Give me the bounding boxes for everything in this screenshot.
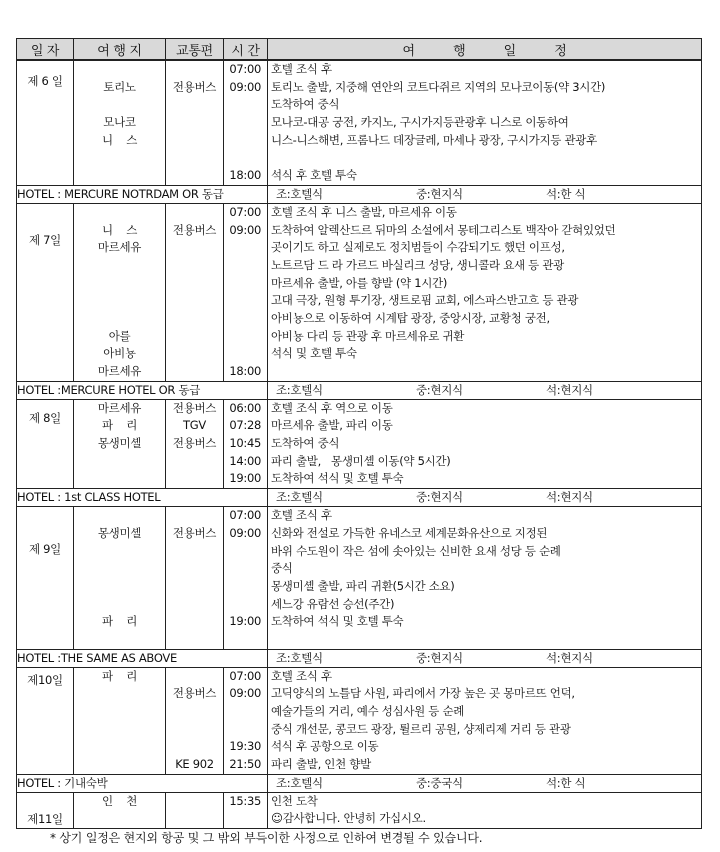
place-line xyxy=(74,167,165,185)
transport-line xyxy=(166,167,223,185)
time-cell xyxy=(224,203,268,381)
time-line xyxy=(224,543,267,561)
schedule-line: 호텔 조식 후 xyxy=(271,668,332,683)
transport-line xyxy=(166,738,223,756)
time-line xyxy=(224,596,267,614)
place-line xyxy=(74,810,165,828)
hotel-name: HOTEL : 기내숙박 xyxy=(17,774,268,792)
header-schedule: 여 행 일 정 xyxy=(268,39,702,61)
meal-lunch: 중:중국식 xyxy=(416,775,463,790)
day-cell xyxy=(17,507,74,650)
schedule-line: 호텔 조식 후 xyxy=(271,62,332,76)
meal-lunch: 중:현지식 xyxy=(416,650,463,665)
time-line: 15:35 xyxy=(229,793,261,808)
time-line: 14:00 xyxy=(229,453,261,468)
time-line: 18:00 xyxy=(229,364,261,378)
schedule-line: 도착하여 석식 및 호텔 투숙 xyxy=(271,614,404,629)
transport-line xyxy=(166,239,223,257)
place-line xyxy=(74,738,165,756)
transport-cell xyxy=(166,667,224,774)
schedule-line: 중식 개선문, 콩코드 광장, 튈르리 공원, 샹제리제 거리 등 관광 xyxy=(271,721,571,736)
schedule-line: 파리 출발, 인천 향발 xyxy=(271,757,371,772)
place-cell xyxy=(74,792,166,828)
transport-line xyxy=(166,132,223,150)
transport-cell xyxy=(166,792,224,828)
schedule-line xyxy=(268,363,701,381)
transport-line: 전용버스 xyxy=(172,79,217,94)
meal-dinner: 석:현지식 xyxy=(546,490,593,505)
schedule-line: 바위 수도원이 작은 섬에 솟아있는 신비한 요새 성당 등 순례 xyxy=(271,543,561,558)
meal-breakfast: 조:호텔식 xyxy=(276,490,323,505)
transport-line xyxy=(166,560,223,578)
place-line xyxy=(74,257,165,275)
place-line: 아비뇽 xyxy=(103,346,136,361)
meals-cell xyxy=(268,185,702,203)
place-line: 니 스 xyxy=(101,222,138,237)
time-line: 07:00 xyxy=(229,668,261,683)
time-line xyxy=(224,721,267,739)
time-line: 10:45 xyxy=(229,436,261,451)
place-line xyxy=(74,149,165,167)
time-line: 07:00 xyxy=(229,62,261,76)
meal-lunch: 중:현지식 xyxy=(416,490,463,505)
transport-line xyxy=(166,596,223,614)
meals-cell xyxy=(268,489,702,507)
schedule-line: 인천 도착 xyxy=(271,793,318,808)
schedule-line: 예술가들의 거리, 예수 성심사원 등 순례 xyxy=(271,704,465,718)
transport-cell xyxy=(166,399,224,488)
meals-cell xyxy=(268,649,702,667)
place-line xyxy=(74,685,165,703)
schedule-cell xyxy=(268,60,702,185)
place-line xyxy=(74,631,165,649)
place-line xyxy=(74,578,165,596)
transport-line xyxy=(166,328,223,346)
time-cell xyxy=(224,507,268,650)
header-destination: 여 행 지 xyxy=(74,39,166,61)
day-row xyxy=(17,60,702,185)
place-cell xyxy=(74,60,166,185)
transport-line: 전용버스 xyxy=(172,222,217,237)
place-line xyxy=(74,543,165,561)
footnote: * 상기 일정은 현지외 항공 및 그 밖외 부득이한 사정으로 인하여 변경될 수 있습니다. xyxy=(50,831,483,845)
transport-line: 전용버스 xyxy=(172,400,217,415)
time-line: 09:00 xyxy=(229,686,261,701)
time-line: 06:00 xyxy=(229,400,261,415)
time-line: 07:00 xyxy=(229,508,261,523)
day-row xyxy=(17,399,702,488)
schedule-line: 도착하여 석식 및 호텔 투숙 xyxy=(271,471,404,486)
time-line xyxy=(224,114,267,132)
place-line xyxy=(74,703,165,721)
meal-dinner: 석:현지식 xyxy=(546,382,593,397)
header-date: 일 자 xyxy=(17,39,74,61)
day-cell xyxy=(17,792,74,828)
schedule-line: 노트르담 드 라 가르드 바실리크 성당, 생니콜라 요새 등 관광 xyxy=(271,257,564,272)
schedule-line: 중식 xyxy=(271,561,293,576)
place-line: 파 리 xyxy=(101,418,138,433)
place-line xyxy=(74,721,165,739)
time-cell xyxy=(224,399,268,488)
day-label: 제10일 xyxy=(27,672,63,687)
place-line xyxy=(74,470,165,488)
transport-line xyxy=(166,363,223,381)
day-label: 제 7일 xyxy=(29,232,61,247)
meal-dinner: 석:한 식 xyxy=(546,186,586,201)
place-line: 마르세유 xyxy=(97,364,142,378)
place-line xyxy=(74,756,165,774)
header-row xyxy=(17,39,702,61)
time-line xyxy=(224,310,267,328)
transport-line xyxy=(166,61,223,79)
schedule-line: 석식 후 공항으로 이동 xyxy=(271,739,379,754)
transport-cell xyxy=(166,60,224,185)
time-line xyxy=(224,239,267,257)
place-line: 마르세유 xyxy=(97,240,142,255)
transport-line xyxy=(166,721,223,739)
place-line: 마르세유 xyxy=(97,400,142,415)
meal-lunch: 중:현지식 xyxy=(416,186,463,201)
transport-line xyxy=(166,668,223,686)
place-line: 니 스 xyxy=(101,132,138,147)
schedule-line: 마르세유 출발, 파리 이동 xyxy=(271,418,393,433)
meal-breakfast: 조:호텔식 xyxy=(276,775,323,790)
schedule-cell xyxy=(268,507,702,650)
hotel-name: HOTEL : MERCURE NOTRDAM OR 동급 xyxy=(17,185,268,203)
time-cell xyxy=(224,667,268,774)
day-label: 제 6 일 xyxy=(27,74,63,88)
header-time: 시 간 xyxy=(224,39,268,61)
hotel-row xyxy=(17,489,702,507)
time-line: 09:00 xyxy=(229,222,261,237)
meal-breakfast: 조:호텔식 xyxy=(276,382,323,397)
transport-line xyxy=(166,310,223,328)
transport-line xyxy=(166,613,223,631)
hotel-row xyxy=(17,774,702,792)
transport-line xyxy=(166,810,223,828)
transport-line xyxy=(166,292,223,310)
place-line: 몽생미셸 xyxy=(97,525,142,540)
transport-line: 전용버스 xyxy=(172,436,217,451)
place-line xyxy=(74,560,165,578)
place-cell xyxy=(74,203,166,381)
transport-line xyxy=(166,204,223,222)
place-line xyxy=(74,275,165,293)
schedule-line: 니스-니스해변, 프롬나드 데장글레, 마세나 광장, 구시가지등 관광후 xyxy=(271,132,597,147)
time-line: 19:30 xyxy=(229,739,261,754)
transport-cell xyxy=(166,507,224,650)
place-line xyxy=(74,310,165,328)
schedule-line: 모나코-대공 궁전, 카지노, 구시가지등관광후 니스로 이동하여 xyxy=(271,115,569,130)
schedule-line xyxy=(268,149,701,167)
transport-line xyxy=(166,345,223,363)
place-line xyxy=(74,596,165,614)
day-row xyxy=(17,667,702,774)
schedule-line: 신화와 전설로 가득한 유네스코 세계문화유산으로 지정된 xyxy=(271,525,548,540)
schedule-line: 곳이기도 하고 실제로도 정치범들이 수감되기도 했던 이프성, xyxy=(271,240,565,255)
place-cell xyxy=(74,507,166,650)
schedule-line: 석식 및 호텔 투숙 xyxy=(271,346,357,361)
transport-line: KE 902 xyxy=(175,757,214,772)
transport-line: TGV xyxy=(183,418,206,433)
time-line xyxy=(224,560,267,578)
day-row xyxy=(17,203,702,381)
place-line xyxy=(74,507,165,525)
place-cell xyxy=(74,399,166,488)
schedule-line: 도착하여 알렉산드르 뒤마의 소설에서 몽테그리스토 백작아 갇혀있었던 xyxy=(271,222,616,237)
time-line xyxy=(224,328,267,346)
meal-dinner: 석:현지식 xyxy=(546,650,593,665)
time-line: 19:00 xyxy=(229,614,261,629)
transport-line xyxy=(166,149,223,167)
place-line: 파 리 xyxy=(101,614,138,629)
schedule-line: 호텔 조식 후 역으로 이동 xyxy=(271,400,393,415)
day-label: 제11일 xyxy=(27,811,63,826)
time-line xyxy=(224,96,267,114)
time-cell xyxy=(224,60,268,185)
place-line xyxy=(74,453,165,471)
day-label: 제 8일 xyxy=(29,410,61,425)
time-line: 19:00 xyxy=(229,471,261,486)
transport-line: 전용버스 xyxy=(172,686,217,701)
place-line xyxy=(74,61,165,79)
transport-line xyxy=(166,470,223,488)
day-row xyxy=(17,792,702,828)
transport-line xyxy=(166,578,223,596)
place-line xyxy=(74,204,165,222)
hotel-row xyxy=(17,649,702,667)
schedule-line: 고대 극장, 원형 투기장, 생트로핌 교회, 에스파스반고흐 등 관광 xyxy=(271,293,579,308)
schedule-line xyxy=(268,631,701,649)
time-line: 09:00 xyxy=(229,79,261,94)
time-line xyxy=(224,578,267,596)
place-line: 몽생미셸 xyxy=(97,436,142,451)
schedule-line: 파리 출발, 몽생미셸 이동(약 5시간) xyxy=(271,453,451,468)
day-row xyxy=(17,507,702,650)
schedule-line: 마르세유 출발, 아를 향발 (약 1시간) xyxy=(271,275,448,290)
hotel-name: HOTEL :THE SAME AS ABOVE xyxy=(17,649,268,667)
day-cell xyxy=(17,203,74,381)
meal-lunch: 중:현지식 xyxy=(416,382,463,397)
schedule-cell xyxy=(268,203,702,381)
hotel-name: HOTEL :MERCURE HOTEL OR 동급 xyxy=(17,381,268,399)
time-line xyxy=(224,345,267,363)
time-line xyxy=(224,257,267,275)
day-label: 제 9일 xyxy=(29,542,61,557)
transport-cell xyxy=(166,203,224,381)
place-line xyxy=(74,292,165,310)
transport-line xyxy=(166,543,223,561)
schedule-line: 아비뇽 다리 등 관광 후 마르세유로 귀환 xyxy=(271,328,465,343)
schedule-line: 토리노 출발, 지중해 연안의 코트다쥐르 지역의 모나코이동(약 3시간) xyxy=(271,79,606,94)
schedule-cell xyxy=(268,667,702,774)
meals-cell xyxy=(268,774,702,792)
schedule-line: 석식 후 호텔 투숙 xyxy=(271,168,357,183)
itinerary-table xyxy=(16,38,702,829)
transport-line xyxy=(166,275,223,293)
place-line xyxy=(74,96,165,114)
hotel-name: HOTEL : 1st CLASS HOTEL xyxy=(17,489,268,507)
time-line xyxy=(224,275,267,293)
time-line xyxy=(224,703,267,721)
time-line xyxy=(224,132,267,150)
meal-dinner: 석:한 식 xyxy=(546,775,586,790)
day-cell xyxy=(17,60,74,185)
meal-breakfast: 조:호텔식 xyxy=(276,650,323,665)
time-line xyxy=(224,810,267,828)
time-line xyxy=(224,631,267,649)
meal-breakfast: 조:호텔식 xyxy=(276,186,323,201)
time-line: 21:50 xyxy=(229,757,261,772)
meals-cell xyxy=(268,381,702,399)
time-line: 07:00 xyxy=(229,204,261,219)
hotel-row xyxy=(17,381,702,399)
transport-line xyxy=(166,96,223,114)
time-line: 18:00 xyxy=(229,168,261,183)
schedule-line: 도착하여 중식 xyxy=(271,436,340,451)
header-transport: 교통편 xyxy=(166,39,224,61)
place-line: 파 리 xyxy=(101,668,138,683)
place-line: 인 천 xyxy=(101,793,138,808)
schedule-cell xyxy=(268,399,702,488)
transport-line xyxy=(166,507,223,525)
transport-line xyxy=(166,453,223,471)
schedule-line: 호텔 조식 후 니스 출발, 마르세유 이동 xyxy=(271,204,457,219)
place-line: 토리노 xyxy=(103,79,136,94)
transport-line xyxy=(166,793,223,811)
day-cell xyxy=(17,399,74,488)
time-line: 09:00 xyxy=(229,525,261,540)
time-line: 07:28 xyxy=(229,418,261,433)
time-cell xyxy=(224,792,268,828)
time-line xyxy=(224,292,267,310)
schedule-line: 아비뇽으로 이동하여 시계탑 광장, 중앙시장, 교황청 궁전, xyxy=(271,310,550,325)
place-line: 모나코 xyxy=(103,115,136,130)
schedule-cell xyxy=(268,792,702,828)
transport-line: 전용버스 xyxy=(172,525,217,540)
schedule-line: 도착하여 중식 xyxy=(271,97,340,112)
day-cell xyxy=(17,667,74,774)
place-cell xyxy=(74,667,166,774)
schedule-line: 몽생미셸 출발, 파리 귀환(5시간 소요) xyxy=(271,578,455,593)
place-line: 아를 xyxy=(108,328,131,343)
schedule-line: 세느강 유람선 승선(주간) xyxy=(271,596,395,611)
time-line xyxy=(224,149,267,167)
transport-line xyxy=(166,631,223,649)
schedule-line: 고딕양식의 노틀담 사원, 파리에서 가장 높은 곳 몽마르뜨 언덕, xyxy=(271,686,575,701)
transport-line xyxy=(166,114,223,132)
schedule-line: 호텔 조식 후 xyxy=(271,508,332,523)
schedule-line: ☺감사합니다. 안녕히 가십시오. xyxy=(271,811,426,826)
hotel-row xyxy=(17,185,702,203)
transport-line xyxy=(166,257,223,275)
transport-line xyxy=(166,703,223,721)
